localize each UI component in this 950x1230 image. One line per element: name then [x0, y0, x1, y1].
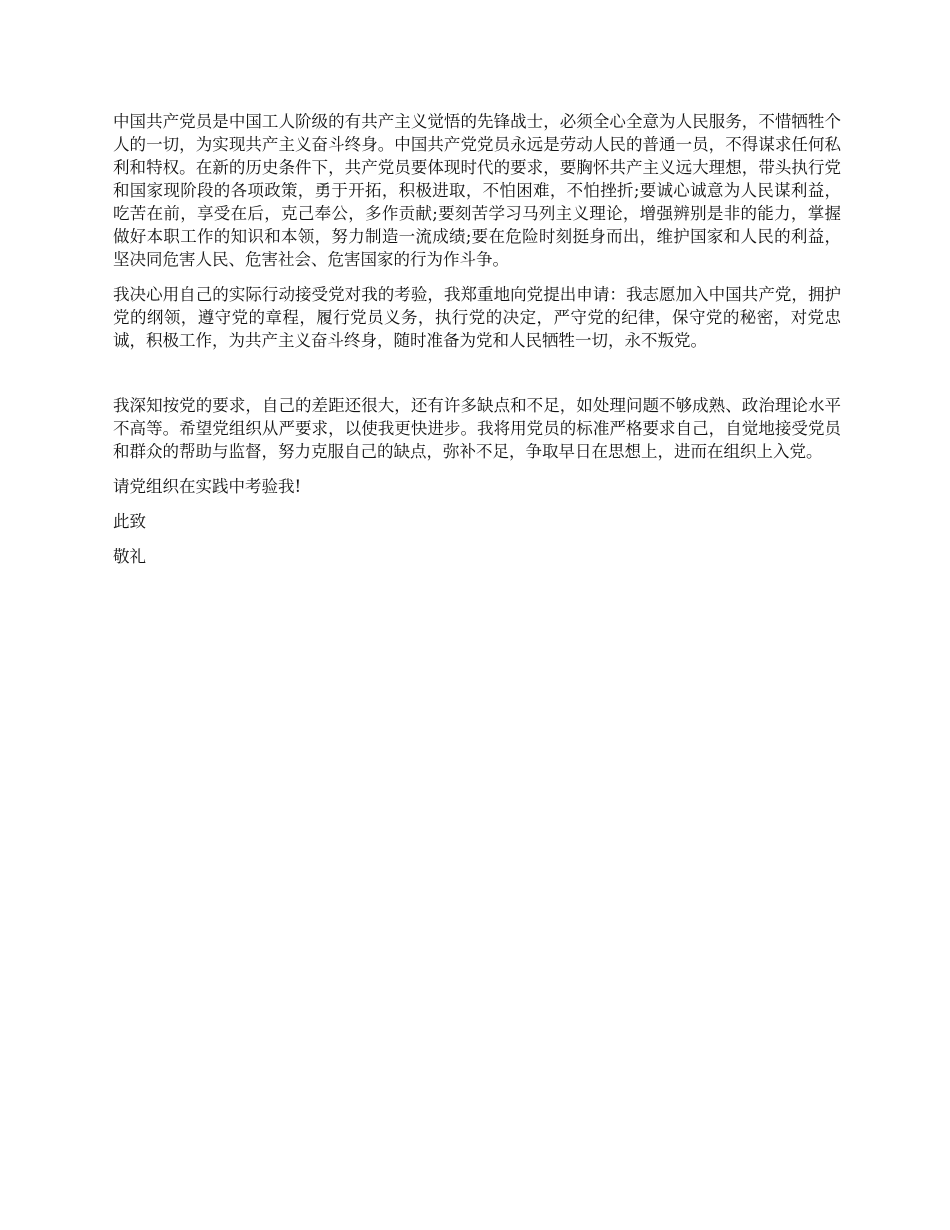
- salutation-cizhi: 此致: [113, 512, 146, 531]
- document-body: [113, 110, 841, 580]
- paragraph-self-assessment: 我深知按党的要求，自己的差距还很大，还有许多缺点和不足，如处理问题不够成熟、政治理论水平不高等。希望党组织从严要求，以使我更快进步。我将用党员的标准严格要求自己，自觉地接受党员和群众的帮助与监督，努力克服自己的缺点，弥补不足，争取早日在思想上，进而在组织上入党。: [113, 396, 841, 461]
- closing-request: 请党组织在实践中考验我!: [113, 477, 302, 496]
- paragraph-application-pledge: 我决心用自己的实际行动接受党对我的考验，我郑重地向党提出申请：我志愿加入中国共产党，拥护党的纲领，遵守党的章程，履行党员义务，执行党的决定，严守党的纪律，保守党的秘密，对党忠诚，积极工作，为共产主义奋斗终身，随时准备为党和人民牺牲一切，永不叛党。: [113, 285, 841, 350]
- blank-gap: [113, 364, 841, 394]
- paragraph-party-member-duties: 中国共产党员是中国工人阶级的有共产主义觉悟的先锋战士，必须全心全意为人民服务，不惜牺牲个人的一切，为实现共产主义奋斗终身。中国共产党党员永远是劳动人民的普通一员，不得谋求任何私利和特权。在新的历史条件下，共产党员要体现时代的要求，要胸怀共产主义远大理想，带头执行党和国家现阶段的各项政策，勇于开拓，积极进取，不怕困难，不怕挫折;要诚心诚意为人民谋利益，吃苦在前，享受在后，克己奉公，多作贡献;要刻苦学习马列主义理论，增强辨别是非的能力，掌握做好本职工作的知识和本领，努力制造一流成绩;要在危险时刻挺身而出，维护国家和人民的利益，坚决同危害人民、危害社会、危害国家的行为作斗争。: [113, 112, 841, 269]
- salutation-jingli: 敬礼: [113, 547, 146, 566]
